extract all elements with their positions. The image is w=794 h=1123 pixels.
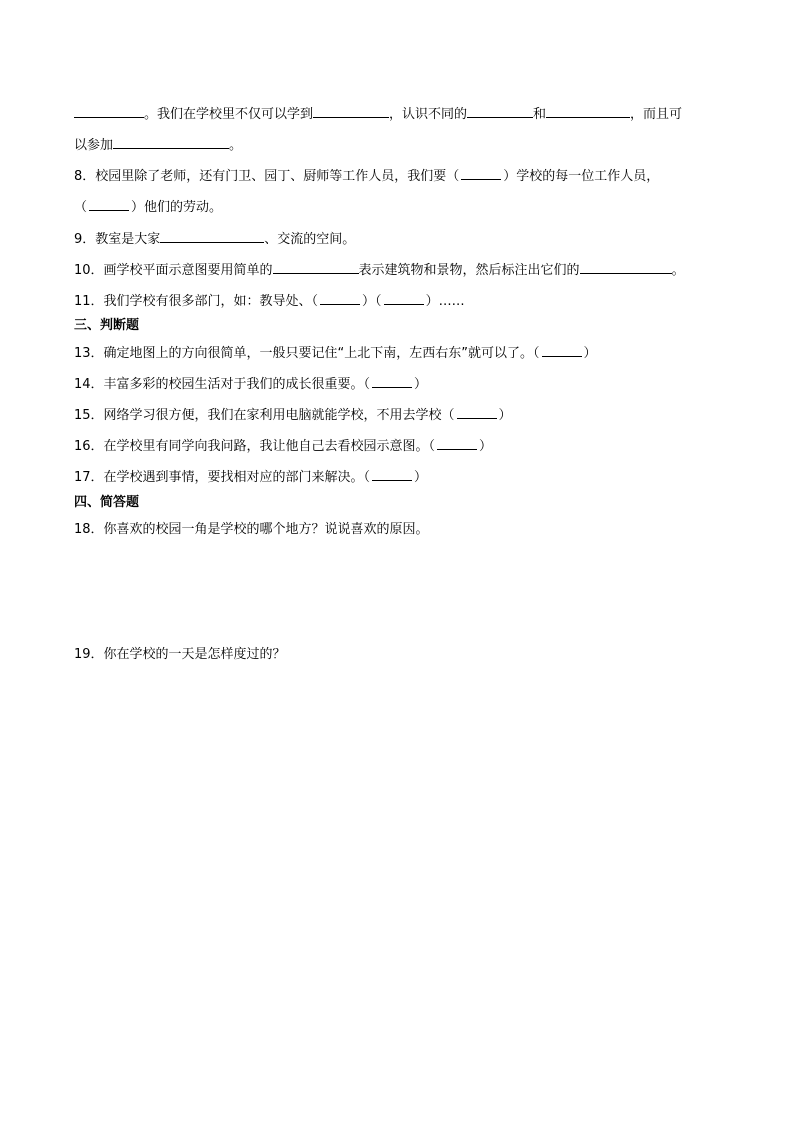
question-text: 以参加 — [74, 138, 114, 153]
question-17 — [74, 467, 427, 487]
answer-blank[interactable] — [74, 104, 144, 118]
answer-blank[interactable] — [313, 104, 389, 118]
question-text: 14．丰富多彩的校园生活对于我们的成长很重要。（ — [74, 377, 371, 392]
question-18: 18．你喜欢的校园一角是学校的哪个地方？说说喜欢的原因。 — [74, 522, 429, 537]
section-heading-short-answer: 四、简答题 — [74, 495, 140, 510]
question-text: 、交流的空间。 — [264, 232, 356, 247]
question-text: （ — [74, 200, 88, 215]
question-14 — [74, 374, 427, 394]
question-text: ，而且可 — [630, 107, 683, 122]
question-text: 。 — [229, 138, 243, 153]
question-text: 。我们在学校里不仅可以学到 — [144, 107, 314, 122]
question-text: 15．网络学习很方便，我们在家利用电脑就能学校，不用去学校（ — [74, 408, 455, 423]
answer-blank[interactable] — [542, 343, 582, 357]
question-7-line-1 — [74, 104, 682, 124]
question-text: 13．确定地图上的方向很简单，一般只要记住“上北下南，左西右东”就可以了。（ — [74, 346, 540, 361]
answer-blank[interactable] — [580, 260, 672, 274]
answer-blank[interactable] — [457, 405, 497, 419]
question-text: ）他们的劳动。 — [131, 200, 223, 215]
answer-blank[interactable] — [372, 467, 412, 481]
answer-blank[interactable] — [273, 260, 359, 274]
answer-blank[interactable] — [160, 229, 264, 243]
question-10 — [74, 260, 685, 280]
question-13 — [74, 343, 597, 363]
question-text: ）学校的每一位工作人员， — [503, 169, 660, 184]
question-text: 11．我们学校有很多部门，如：教导处、（ — [74, 294, 319, 309]
question-9 — [74, 229, 355, 249]
section-heading-judgment: 三、判断题 — [74, 318, 140, 333]
question-11 — [74, 291, 465, 311]
answer-blank[interactable] — [113, 135, 229, 149]
answer-blank[interactable] — [437, 436, 477, 450]
answer-blank[interactable] — [384, 291, 424, 305]
question-text: 9．教室是大家 — [74, 232, 161, 247]
question-19: 19．你在学校的一天是怎样度过的？ — [74, 647, 286, 662]
answer-blank[interactable] — [320, 291, 360, 305]
question-text: ）（ — [362, 294, 382, 309]
question-16 — [74, 436, 492, 456]
answer-blank[interactable] — [546, 104, 630, 118]
question-text: ） — [479, 439, 493, 454]
question-text: ）…… — [425, 294, 465, 309]
answer-blank[interactable] — [461, 166, 501, 180]
question-text: ） — [583, 346, 597, 361]
answer-blank[interactable] — [89, 197, 129, 211]
answer-blank[interactable] — [372, 374, 412, 388]
question-text: 16．在学校里有同学向我问路，我让他自己去看校园示意图。（ — [74, 439, 436, 454]
question-text: 10．画学校平面示意图要用简单的 — [74, 263, 273, 278]
question-8-line-2 — [74, 197, 222, 217]
question-text: 。 — [671, 263, 685, 278]
question-15 — [74, 405, 512, 425]
question-text: ） — [414, 377, 428, 392]
question-8-line-1 — [74, 166, 659, 186]
question-text: ） — [498, 408, 512, 423]
question-text: 表示建筑物和景物，然后标注出它们的 — [358, 263, 580, 278]
question-7-line-2 — [74, 135, 242, 155]
question-text: ，认识不同的 — [389, 107, 468, 122]
question-text: 和 — [533, 107, 547, 122]
question-text: ） — [414, 470, 428, 485]
question-text: 8．校园里除了老师，还有门卫、园丁、厨师等工作人员，我们要（ — [74, 169, 460, 184]
answer-blank[interactable] — [467, 104, 533, 118]
question-text: 17．在学校遇到事情，要找相对应的部门来解决。（ — [74, 470, 371, 485]
